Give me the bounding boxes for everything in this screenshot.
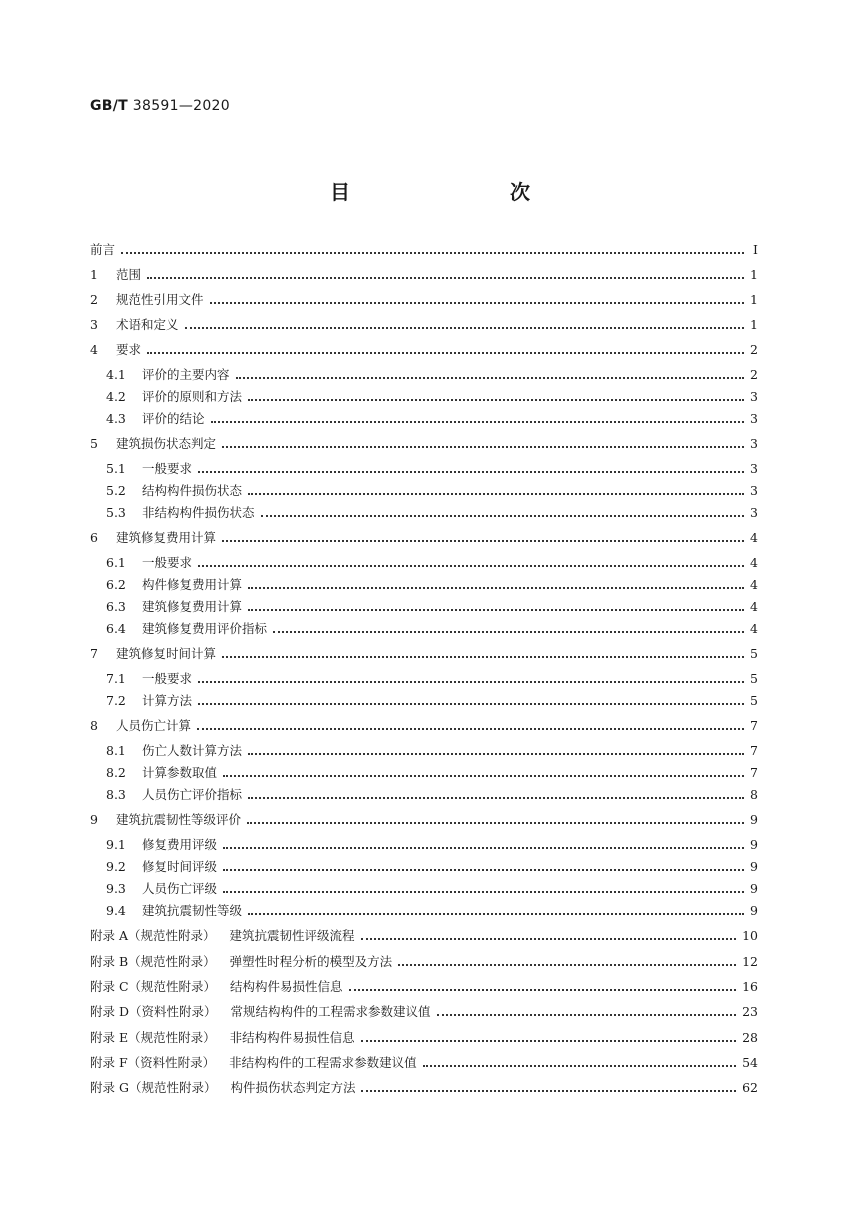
toc-appendix-title: 构件损伤状态判定方法: [230, 1080, 356, 1095]
toc-entry-label: 前言: [90, 242, 116, 257]
toc-page-number: 4: [750, 621, 758, 636]
toc-page-number: 3: [750, 436, 758, 451]
toc-page-number: 4: [750, 555, 758, 570]
toc-entry-number: 5.3: [106, 505, 126, 520]
toc-entry: [90, 1076, 758, 1096]
toc-page-number: 10: [742, 928, 758, 943]
toc-entry-label: 人员伤亡评价指标: [142, 787, 243, 802]
toc-page-number: Ⅰ: [753, 242, 758, 257]
toc-leader-dots: [248, 493, 744, 495]
toc-appendix-prefix: 附录 E（规范性附录）: [90, 1030, 216, 1045]
toc-page-number: 8: [750, 787, 758, 802]
toc-entry-number: 8.2: [106, 765, 126, 780]
toc-entry-label: 建筑抗震韧性等级: [142, 903, 243, 918]
toc-page-number: 3: [750, 461, 758, 476]
toc-page-number: 5: [750, 671, 758, 686]
toc-entry-label: 建筑损伤状态判定: [116, 436, 217, 451]
toc-leader-dots: [248, 609, 744, 611]
toc-leader-dots: [248, 399, 744, 401]
toc-entry: [106, 855, 758, 875]
toc-entry-number: 7.1: [106, 671, 126, 686]
toc-leader-dots: [248, 797, 744, 799]
toc-entry-label: 评价的主要内容: [142, 367, 230, 382]
toc-entry-label: 结构构件损伤状态: [142, 483, 243, 498]
toc-page-number: 3: [750, 411, 758, 426]
toc-leader-dots: [248, 753, 744, 755]
toc-entry: [90, 950, 758, 970]
toc-appendix-title: 非结构构件易损性信息: [229, 1030, 355, 1045]
toc-page-number: 16: [742, 979, 758, 994]
toc-leader-dots: [423, 1065, 736, 1067]
toc-leader-dots: [248, 913, 744, 915]
toc-leader-dots: [437, 1014, 737, 1016]
toc-entry-number: 9: [90, 812, 98, 827]
toc-entry: [90, 714, 758, 734]
toc-entry-number: 6.2: [106, 577, 126, 592]
toc-page-number: 9: [750, 812, 758, 827]
toc-leader-dots: [248, 587, 744, 589]
toc-appendix-title: 弹塑性时程分析的模型及方法: [229, 954, 393, 969]
toc-entry-label: [90, 979, 349, 995]
toc-leader-dots: [198, 681, 744, 683]
toc-appendix-title: 常规结构构件的工程需求参数建议值: [230, 1004, 431, 1019]
toc-entry: [90, 238, 758, 258]
toc-appendix-prefix: 附录 B（规范性附录）: [90, 954, 216, 969]
toc-page-number: 7: [750, 718, 758, 733]
toc-page-number: 23: [742, 1004, 758, 1019]
toc-entry-number: 6: [90, 530, 98, 545]
toc-leader-dots: [236, 377, 744, 379]
toc-page-number: 1: [750, 317, 758, 332]
toc-entry-number: 5.2: [106, 483, 126, 498]
toc-page-number: 4: [750, 599, 758, 614]
toc-entry: [106, 407, 758, 427]
toc-entry-number: 6.3: [106, 599, 126, 614]
standard-prefix: GB/T: [90, 98, 129, 114]
toc-appendix-title: 结构构件易损性信息: [230, 979, 343, 994]
toc-entry-number: 1: [90, 267, 98, 282]
toc-page-number: 5: [750, 693, 758, 708]
toc-entry-number: 4.1: [106, 367, 126, 382]
toc-entry-label: [90, 1004, 437, 1020]
toc-entry-number: 4.3: [106, 411, 126, 426]
toc-entry-label: 要求: [116, 342, 142, 357]
toc-entry: [106, 573, 758, 593]
toc-entry-label: 评价的结论: [142, 411, 205, 426]
toc-entry-label: 评价的原则和方法: [142, 389, 243, 404]
toc-leader-dots: [223, 869, 744, 871]
toc-entry-label: 修复费用评级: [142, 837, 218, 852]
toc-appendix-prefix: 附录 C（规范性附录）: [90, 979, 217, 994]
toc-entry: [106, 783, 758, 803]
standard-number: 38591—2020: [132, 98, 230, 114]
toc-entry-label: 建筑抗震韧性等级评价: [116, 812, 242, 827]
toc-entry: [90, 642, 758, 662]
toc-entry: [106, 899, 758, 919]
toc-leader-dots: [222, 540, 744, 542]
page-title: 目 次: [330, 180, 570, 204]
toc-entry-label: [90, 1080, 361, 1096]
toc-appendix-title: 非结构构件的工程需求参数建议值: [229, 1055, 417, 1070]
toc-entry-number: 8.3: [106, 787, 126, 802]
toc-leader-dots: [398, 964, 736, 966]
toc-entry-label: 构件修复费用计算: [142, 577, 243, 592]
toc-entry-label: [90, 1030, 361, 1046]
toc-entry: [106, 551, 758, 571]
toc-page-number: 2: [750, 342, 758, 357]
toc-page-number: 54: [742, 1055, 758, 1070]
toc-page-number: 12: [742, 954, 758, 969]
toc-leader-dots: [210, 302, 744, 304]
toc-entry: [90, 975, 758, 995]
toc-leader-dots: [198, 565, 744, 567]
toc-page-number: 4: [750, 577, 758, 592]
toc-page-number: 1: [750, 267, 758, 282]
toc-entry-number: 7: [90, 646, 98, 661]
toc-leader-dots: [147, 277, 744, 279]
toc-entry: [106, 877, 758, 897]
toc-entry: [106, 457, 758, 477]
toc-leader-dots: [361, 1040, 736, 1042]
toc-leader-dots: [211, 421, 744, 423]
toc-appendix-prefix: 附录 D（资料性附录）: [90, 1004, 217, 1019]
toc-entry-label: 计算参数取值: [142, 765, 218, 780]
toc-page-number: 9: [750, 837, 758, 852]
toc-entry-label: 规范性引用文件: [116, 292, 204, 307]
toc-entry-number: 9.4: [106, 903, 126, 918]
toc-page-number: 1: [750, 292, 758, 307]
toc-appendix-prefix: 附录 G（规范性附录）: [90, 1080, 217, 1095]
toc-entry: [90, 808, 758, 828]
toc-leader-dots: [185, 327, 744, 329]
toc-entry: [90, 432, 758, 452]
toc-entry-label: 伤亡人数计算方法: [142, 743, 243, 758]
toc-leader-dots: [121, 252, 744, 254]
toc-entry-label: 非结构构件损伤状态: [142, 505, 255, 520]
toc-entry-number: 5: [90, 436, 98, 451]
toc-leader-dots: [349, 989, 737, 991]
toc-entry-label: [90, 928, 361, 944]
toc-page-number: 2: [750, 367, 758, 382]
toc-appendix-prefix: 附录 A（规范性附录）: [90, 928, 216, 943]
toc-entry-number: 7.2: [106, 693, 126, 708]
toc-entry-number: 3: [90, 317, 98, 332]
toc-page-number: 3: [750, 505, 758, 520]
toc-leader-dots: [222, 656, 744, 658]
toc-appendix-prefix: 附录 F（资料性附录）: [90, 1055, 216, 1070]
toc-leader-dots: [273, 631, 744, 633]
toc-leader-dots: [223, 847, 744, 849]
toc-entry-number: 9.1: [106, 837, 126, 852]
toc-entry-label: 范围: [116, 267, 142, 282]
toc-page-number: 9: [750, 903, 758, 918]
toc-entry-number: 4: [90, 342, 98, 357]
toc-entry-label: 修复时间评级: [142, 859, 218, 874]
toc-entry: [90, 288, 758, 308]
toc-entry: [106, 761, 758, 781]
toc-entry-label: 建筑修复费用计算: [142, 599, 243, 614]
toc-entry-label: [90, 954, 398, 970]
toc-entry: [106, 479, 758, 499]
toc-entry-number: 9.3: [106, 881, 126, 896]
toc-entry: [106, 385, 758, 405]
toc-page-number: 28: [742, 1030, 758, 1045]
toc-leader-dots: [222, 446, 744, 448]
toc-entry: [90, 313, 758, 333]
toc-entry-label: 人员伤亡评级: [142, 881, 218, 896]
toc-leader-dots: [247, 822, 744, 824]
toc-entry: [106, 833, 758, 853]
toc-entry-label: 建筑修复费用评价指标: [142, 621, 268, 636]
toc-page-number: 9: [750, 859, 758, 874]
toc-leader-dots: [261, 515, 744, 517]
toc-entry: [90, 1000, 758, 1020]
toc-leader-dots: [197, 728, 744, 730]
toc-entry-label: 一般要求: [142, 461, 193, 476]
toc-entry-label: [90, 1055, 423, 1071]
toc-entry: [90, 338, 758, 358]
toc-entry-label: 术语和定义: [116, 317, 179, 332]
toc-page-number: 4: [750, 530, 758, 545]
toc-entry: [106, 617, 758, 637]
toc-page-number: 3: [750, 483, 758, 498]
standard-code: [90, 98, 230, 114]
toc-entry-number: 6.1: [106, 555, 126, 570]
toc-entry-number: 5.1: [106, 461, 126, 476]
toc-entry: [90, 1026, 758, 1046]
toc-entry-label: 建筑修复时间计算: [116, 646, 217, 661]
toc-entry-number: 8.1: [106, 743, 126, 758]
toc-leader-dots: [223, 891, 744, 893]
toc-entry-number: 2: [90, 292, 98, 307]
toc-leader-dots: [147, 352, 744, 354]
toc-entry: [90, 924, 758, 944]
toc-entry-number: 4.2: [106, 389, 126, 404]
toc-entry-label: 一般要求: [142, 555, 193, 570]
toc-entry: [90, 1051, 758, 1071]
toc-entry-label: 人员伤亡计算: [116, 718, 192, 733]
toc-page-number: 62: [742, 1080, 758, 1095]
toc-entry: [90, 263, 758, 283]
toc-entry: [106, 363, 758, 383]
toc-appendix-title: 建筑抗震韧性评级流程: [229, 928, 355, 943]
toc-page-number: 7: [750, 743, 758, 758]
toc-entry: [106, 501, 758, 521]
toc-entry: [106, 667, 758, 687]
toc-entry: [106, 689, 758, 709]
toc-entry: [90, 526, 758, 546]
toc-page-number: 7: [750, 765, 758, 780]
toc-page-number: 3: [750, 389, 758, 404]
toc-page-number: 5: [750, 646, 758, 661]
toc-entry: [106, 739, 758, 759]
toc-entry-label: 计算方法: [142, 693, 193, 708]
toc-entry-label: 建筑修复费用计算: [116, 530, 217, 545]
toc-leader-dots: [361, 938, 737, 940]
toc-entry-number: 8: [90, 718, 98, 733]
toc-entry-number: 6.4: [106, 621, 126, 636]
toc-entry-number: 9.2: [106, 859, 126, 874]
toc-entry: [106, 595, 758, 615]
toc-leader-dots: [198, 703, 744, 705]
toc-leader-dots: [361, 1090, 736, 1092]
toc-leader-dots: [223, 775, 744, 777]
toc-entry-label: 一般要求: [142, 671, 193, 686]
toc-page-number: 9: [750, 881, 758, 896]
toc-leader-dots: [198, 471, 744, 473]
